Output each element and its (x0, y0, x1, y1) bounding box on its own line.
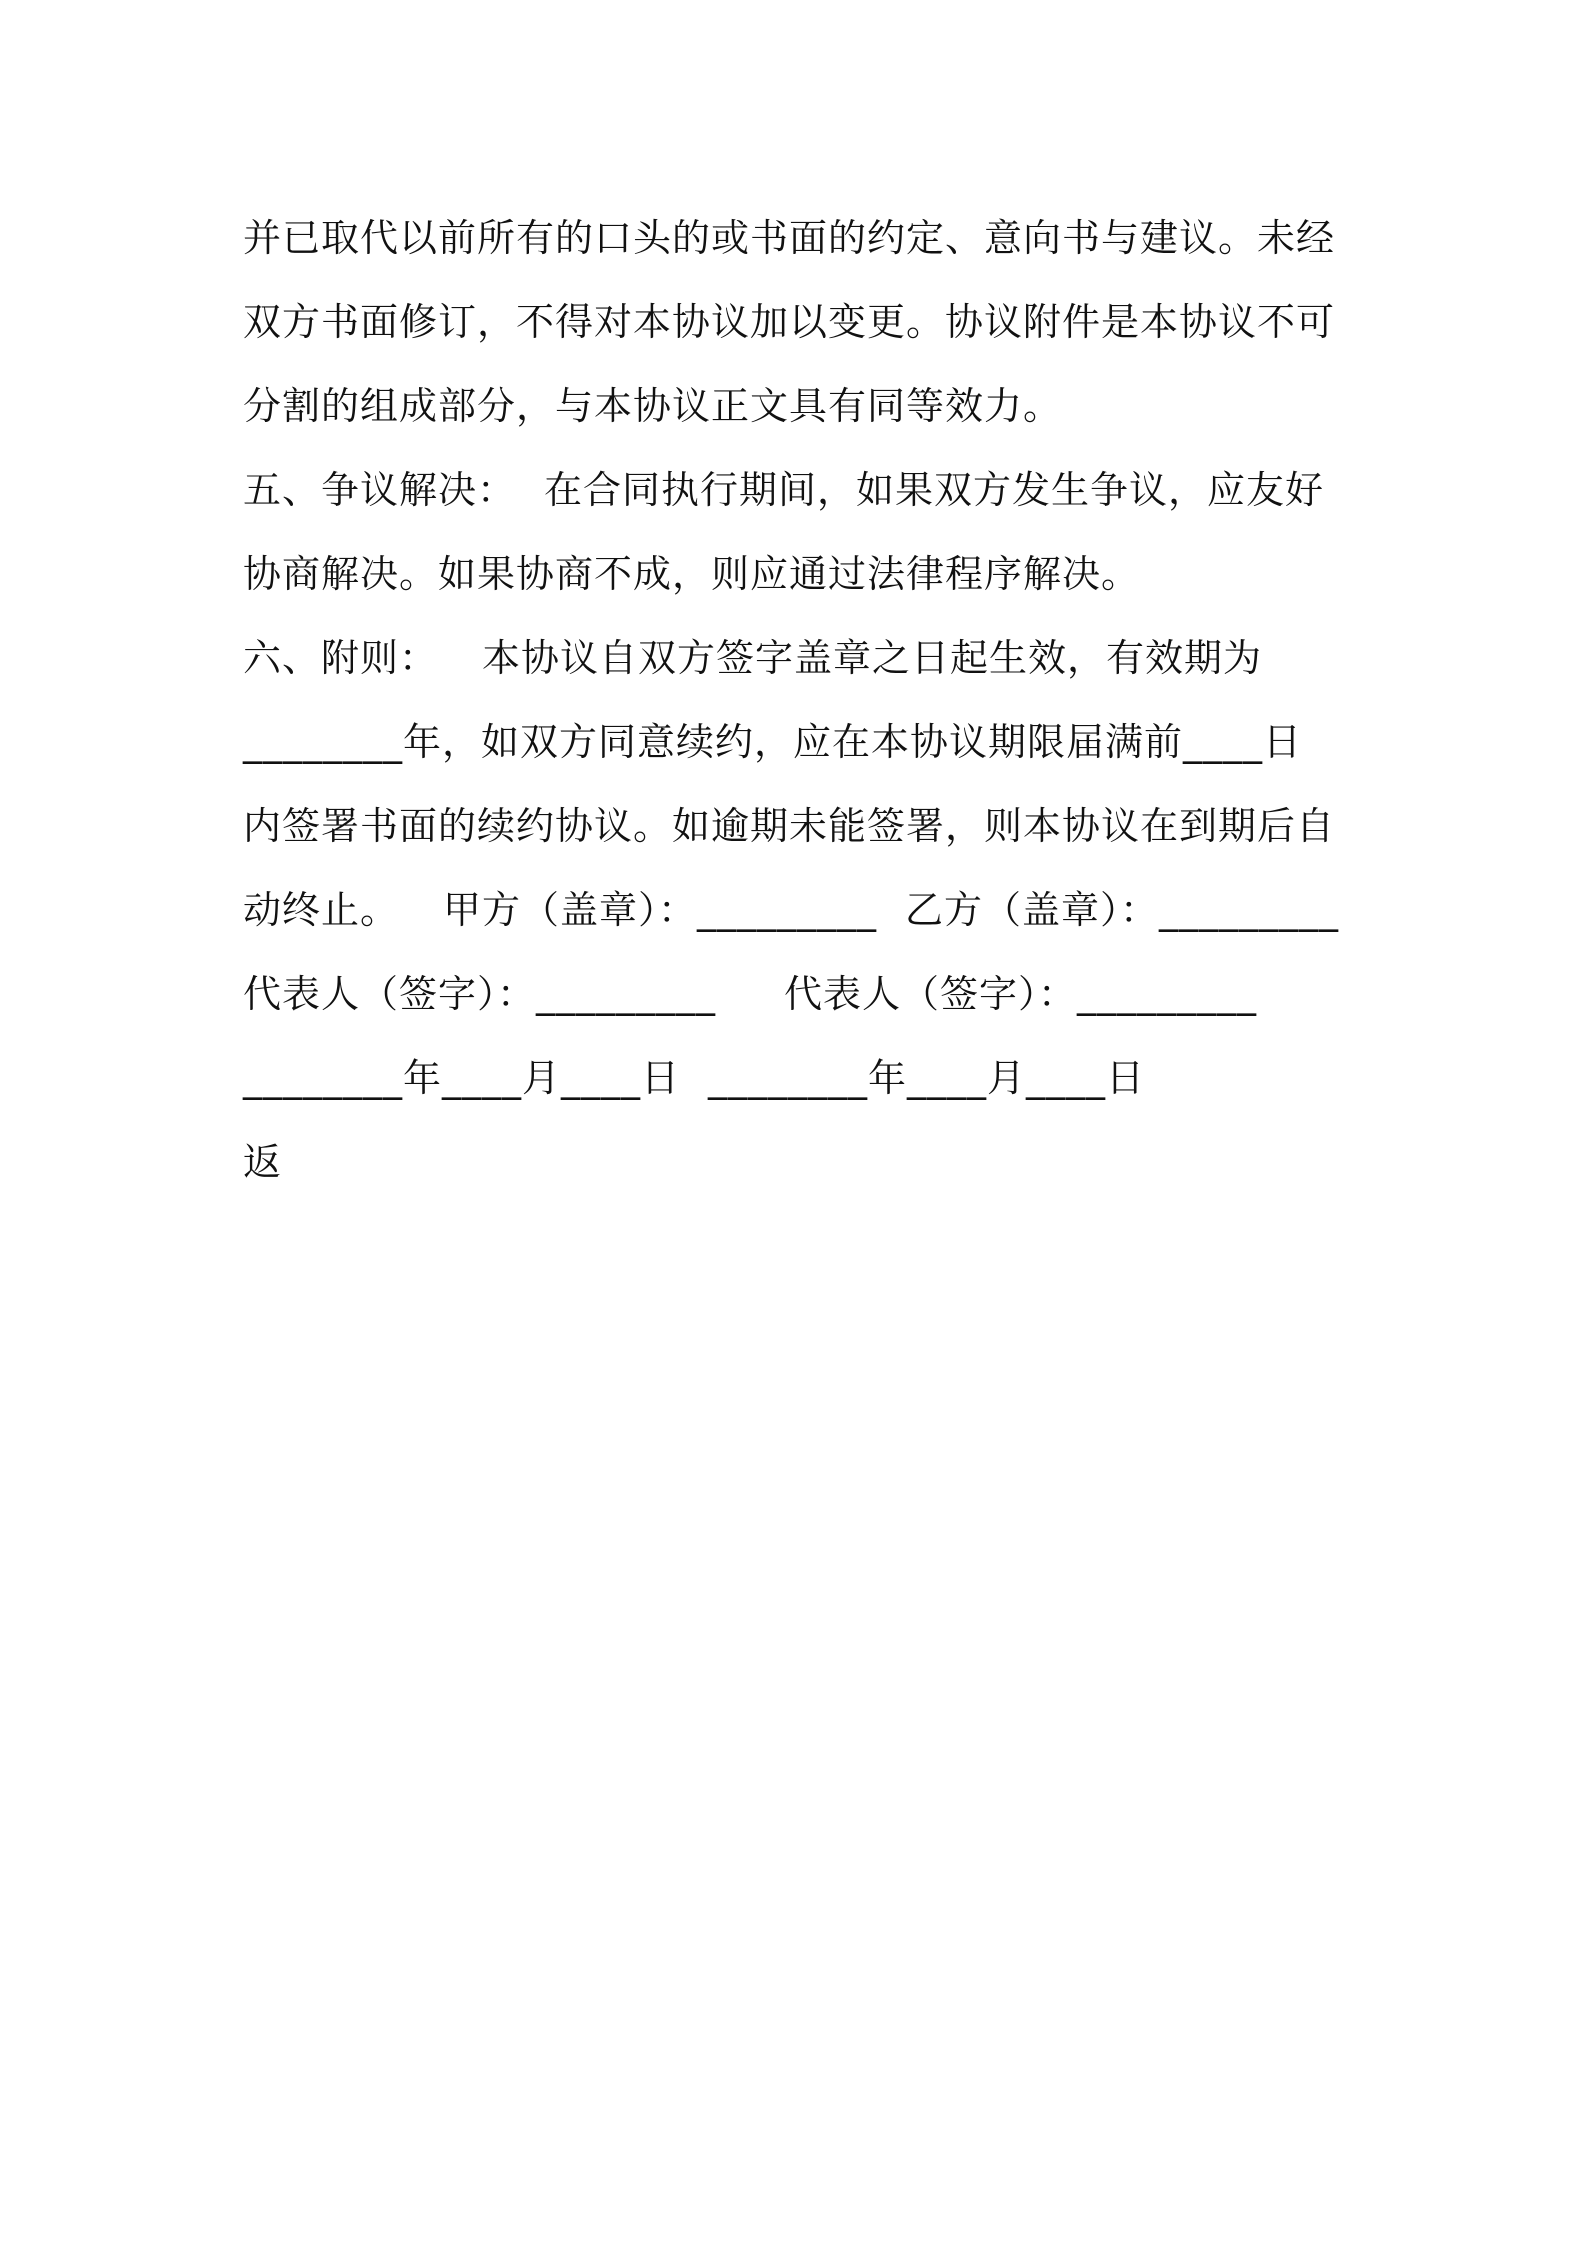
body-line-1: 并已取代以前所有的口头的或书面的约定、意向书与建议。未经 (243, 216, 1336, 260)
party-a-seal-field: 甲方（盖章）：_________ (443, 888, 878, 932)
section-6-heading: 六、附则： (243, 636, 439, 680)
party-b-date-field: ________年____月____日 (708, 1056, 1146, 1100)
section-6-line-4 (243, 868, 1358, 952)
body-line-2: 双方书面修订，不得对本协议加以变更。协议附件是本协议不可 (243, 300, 1336, 344)
representative-line (243, 952, 1358, 1036)
section-6-line-2: ________年，如双方同意续约，应在本协议期限届满前____日 (243, 720, 1303, 764)
section-6-line-1 (243, 616, 1358, 700)
body-line-3: 分割的组成部分，与本协议正文具有同等效力。 (243, 384, 1063, 428)
party-b-seal-field: 乙方（盖章）：_________ (905, 888, 1340, 932)
trailing-text: 返 (243, 1140, 283, 1184)
section-5-heading: 五、争议解决： (243, 468, 517, 512)
section-6-line-3: 内签署书面的续约协议。如逾期未能签署，则本协议在到期后自 (243, 804, 1336, 848)
section-5-line-2: 协商解决。如果协商不成，则应通过法律程序解决。 (243, 552, 1141, 596)
party-b-representative-field: 代表人（签字）：_________ (784, 972, 1258, 1016)
section-5-text-1: 在合同执行期间，如果双方发生争议，应友好 (544, 468, 1325, 512)
party-a-representative-field: 代表人（签字）：_________ (243, 972, 717, 1016)
document-body (243, 196, 1358, 1204)
section-6-text-1: 本协议自双方签字盖章之日起生效，有效期为 (482, 636, 1263, 680)
date-line (243, 1036, 1358, 1120)
termination-text: 动终止。 (243, 888, 400, 932)
section-5-line-1 (243, 448, 1358, 532)
party-a-date-field: ________年____月____日 (243, 1056, 681, 1100)
